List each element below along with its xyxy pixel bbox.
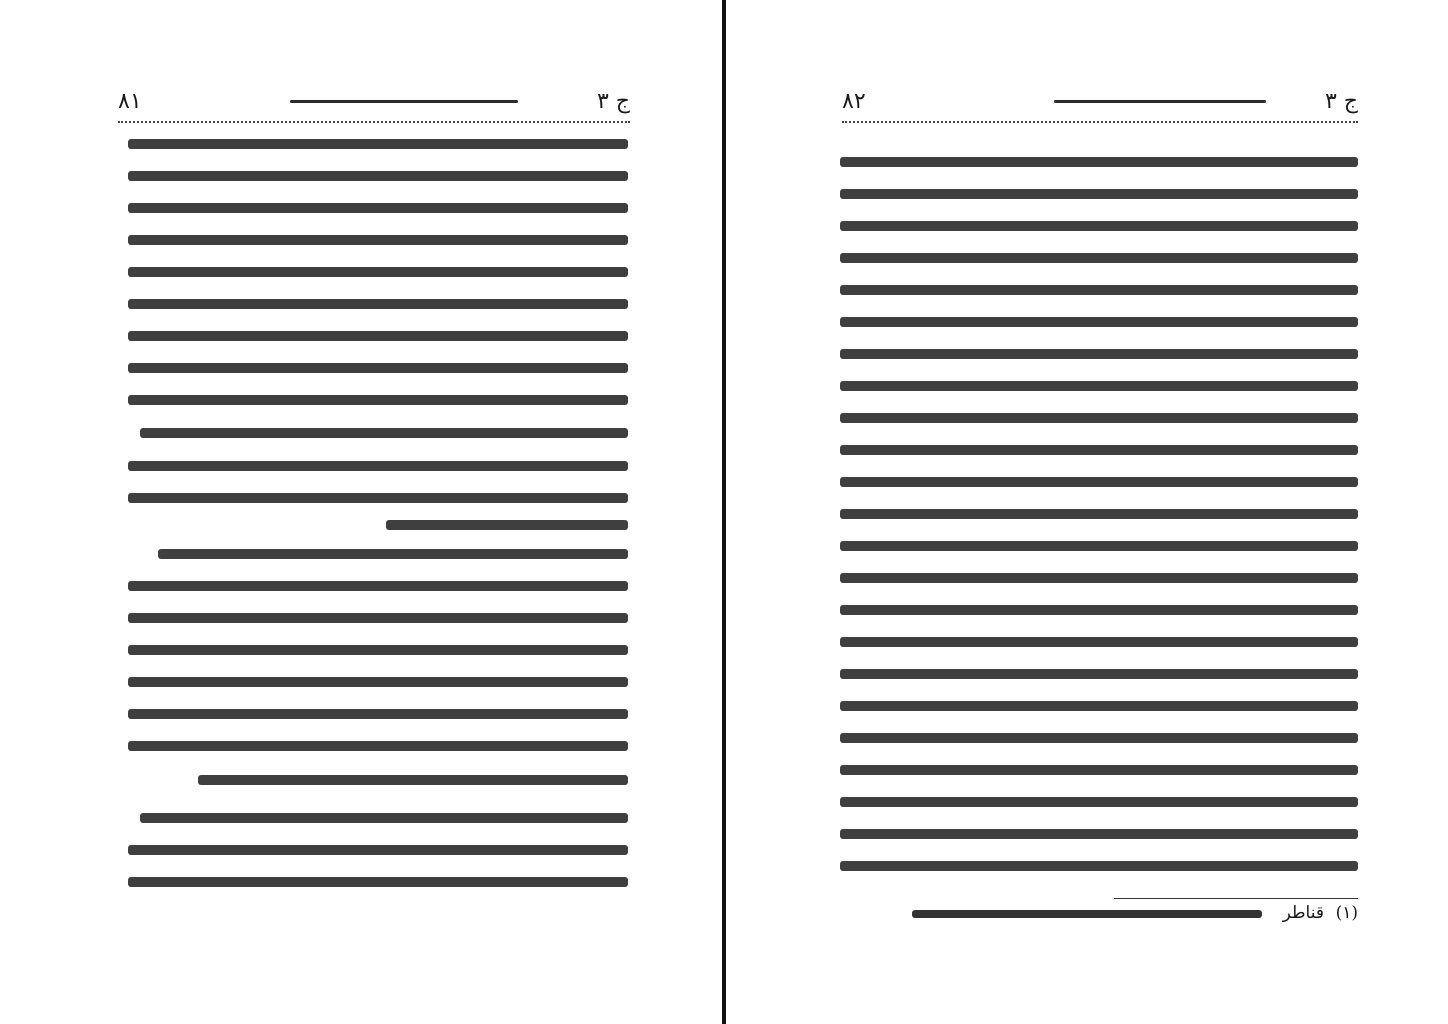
text-line-redacted xyxy=(128,581,628,591)
footnote-rule xyxy=(1114,898,1358,899)
text-line-redacted xyxy=(840,861,1358,871)
text-line-redacted xyxy=(840,637,1358,647)
footnote-text-redacted xyxy=(912,910,1262,918)
header-rule xyxy=(842,121,1358,123)
text-line-redacted xyxy=(840,541,1358,551)
text-line-redacted xyxy=(128,363,628,373)
text-line-redacted xyxy=(128,613,628,623)
running-title-redacted xyxy=(290,100,518,103)
text-line-redacted xyxy=(198,775,628,785)
text-line-redacted xyxy=(840,317,1358,327)
text-line-redacted xyxy=(128,709,628,719)
text-line-redacted xyxy=(840,829,1358,839)
text-line-redacted xyxy=(128,877,628,887)
right-page xyxy=(726,0,1448,1024)
text-line-redacted xyxy=(840,701,1358,711)
text-line-redacted xyxy=(840,413,1358,423)
text-line-redacted xyxy=(840,733,1358,743)
text-line-redacted xyxy=(128,741,628,751)
text-line-redacted xyxy=(840,189,1358,199)
text-line-redacted xyxy=(158,549,628,559)
text-line-redacted xyxy=(128,461,628,471)
text-line-redacted xyxy=(128,203,628,213)
text-line-redacted xyxy=(140,428,628,438)
header-rule xyxy=(118,121,630,123)
text-line-redacted xyxy=(840,669,1358,679)
text-line-redacted xyxy=(128,677,628,687)
left-page xyxy=(0,0,722,1024)
text-line-redacted xyxy=(140,813,628,823)
text-line-redacted xyxy=(128,171,628,181)
text-line-redacted xyxy=(128,235,628,245)
text-line-redacted xyxy=(840,765,1358,775)
text-line-redacted xyxy=(128,845,628,855)
text-line-redacted xyxy=(128,331,628,341)
footnote xyxy=(866,902,1358,928)
text-line-redacted xyxy=(840,509,1358,519)
text-line-redacted xyxy=(128,139,628,149)
text-line-redacted xyxy=(128,493,628,503)
volume-mark: ج ۳ xyxy=(596,89,630,114)
text-line-redacted xyxy=(840,477,1358,487)
text-line-redacted xyxy=(840,573,1358,583)
text-line-redacted xyxy=(840,221,1358,231)
text-line-redacted xyxy=(128,267,628,277)
text-line-redacted xyxy=(840,349,1358,359)
page-number: ۸۱ xyxy=(118,89,142,114)
text-line-redacted xyxy=(128,395,628,405)
volume-mark: ج ۳ xyxy=(1324,89,1358,114)
text-line-redacted xyxy=(128,299,628,309)
footnote-marker: (۱) xyxy=(1335,903,1358,923)
page-number: ۸۲ xyxy=(842,89,866,114)
text-line-redacted xyxy=(840,285,1358,295)
running-title-redacted xyxy=(1054,100,1266,103)
text-line-redacted xyxy=(840,445,1358,455)
text-line-redacted xyxy=(840,157,1358,167)
text-line-redacted xyxy=(840,381,1358,391)
text-line-redacted xyxy=(840,253,1358,263)
text-line-redacted xyxy=(840,605,1358,615)
running-header xyxy=(118,88,630,118)
text-line-redacted xyxy=(386,520,628,530)
footnote-term: قناطر xyxy=(1282,903,1324,923)
text-line-redacted xyxy=(840,797,1358,807)
running-header xyxy=(842,88,1358,118)
text-line-redacted xyxy=(128,645,628,655)
